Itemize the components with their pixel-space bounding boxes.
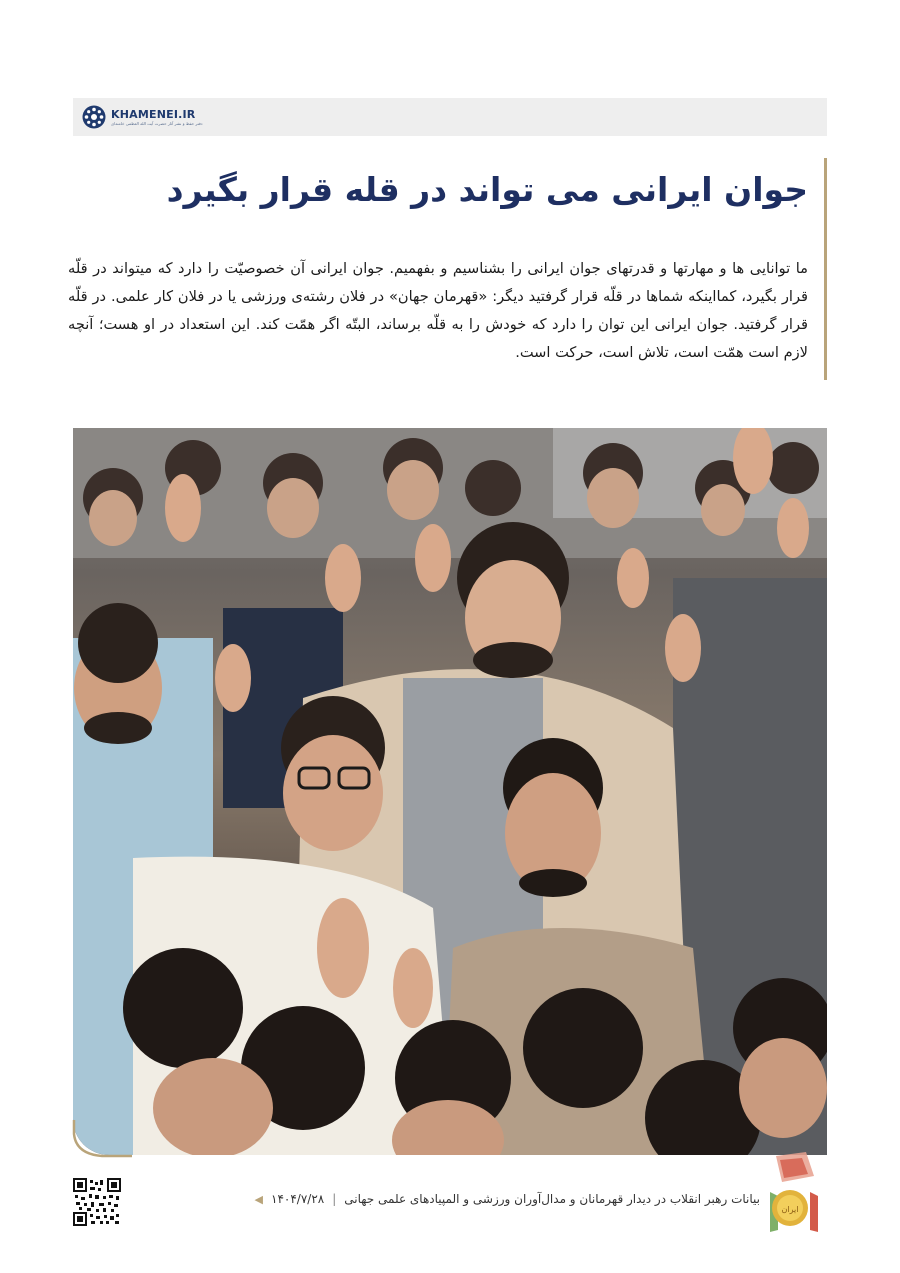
khamenei-logo-icon [81, 104, 107, 130]
footer-caption [255, 1192, 760, 1206]
qr-code-icon[interactable] [73, 1178, 121, 1226]
footer [0, 1150, 900, 1273]
header-bar [73, 98, 827, 136]
caption-text: بیانات رهبر انقلاب در دیدار قهرمانان و مدال‌آوران ورزشی و المپیادهای علمی جهانی [344, 1192, 760, 1206]
page-title: جوان ایرانی می تواند در قله قرار بگیرد [166, 170, 808, 209]
medal-emblem-icon [762, 1152, 826, 1238]
quote-body: ما توانایی ها و مهارتها و قدرتهای جوان ایرانی را بشناسیم و بفهمیم. جوان ایرانی آن خصوصیّت را دارد که میتواند در قلّه قرار بگیرد، کمااینکه شماها در قلّه قرار گرفتید دیگر: «قهرمان جهان» در فلان رشته‌ی ورزشی یا در فلان کار علمی. در قلّه قرار گرفتید. جوان ایرانی این توان را دارد که خودش را به قلّه برساند، البتّه اگر همّت کند. این استعداد در او هست؛ آنچه لازم است همّت است، تلاش است، حرکت است. [68, 260, 808, 361]
crowd-photo-illustration [73, 428, 827, 1155]
caption-date: ۱۴۰۴/۷/۲۸ [271, 1192, 325, 1206]
brand-logo-link[interactable] [81, 103, 203, 131]
brand-tagline: دفتر حفظ و نشر آثار حضرت آیت الله العظمی خامنه‌ای [111, 120, 203, 126]
caption-arrow-icon: ◀ [254, 1192, 264, 1206]
brand-name: KHAMENEI.IR [111, 107, 196, 121]
caption-separator: | [332, 1192, 337, 1206]
accent-line [824, 158, 827, 380]
emblem-text: ایران [781, 1205, 799, 1214]
crowd-photo [73, 428, 827, 1155]
